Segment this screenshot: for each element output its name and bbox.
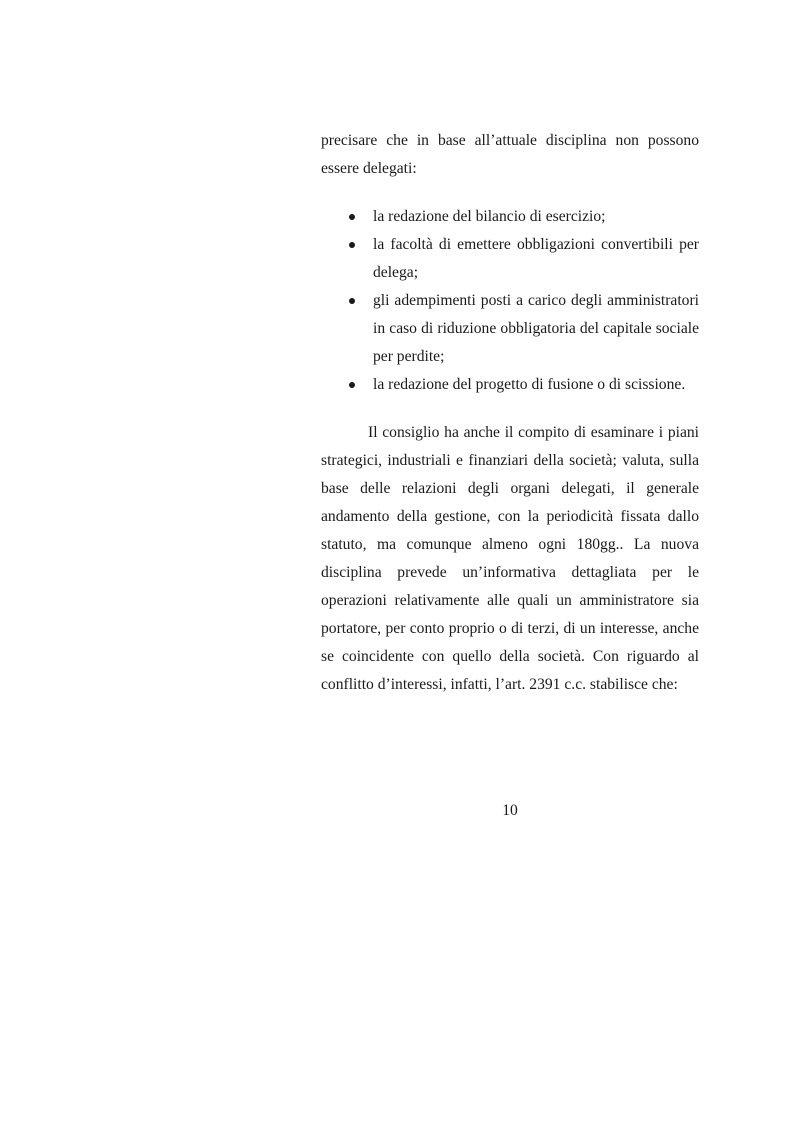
- bullet-item: [346, 371, 699, 399]
- bullet-text: la redazione del bilancio di esercizio;: [373, 208, 606, 225]
- body-paragraph: Il consiglio ha anche il compito di esaminare i piani strategici, industriali e finanziari della società; valuta, sulla base delle relazioni degli organi delegati, il generale andamento della gestione, con la periodicità fissata dallo statuto, ma comunque almeno ogni 180gg.. La nuova disciplina prevede un’informativa dettagliata per le operazioni relativamente alle quali un amministratore sia portatore, per conto proprio o di terzi, di un interesse, anche se coincidente con quello della società. Con riguardo al conflitto d’interessi, infatti, l’art. 2391 c.c. stabilisce che:: [321, 424, 699, 693]
- bullet-dot-icon: [349, 214, 355, 220]
- bullet-text: la redazione del progetto di fusione o di scissione.: [373, 376, 686, 393]
- bullet-dot-icon: [349, 298, 355, 304]
- bullet-text: la facoltà di emettere obbligazioni convertibili per delega;: [373, 236, 699, 281]
- bullet-item: [346, 231, 699, 287]
- bullet-item: [346, 287, 699, 371]
- bullet-dot-icon: [349, 382, 355, 388]
- page-number: 10: [502, 802, 518, 819]
- bullet-dot-icon: [349, 242, 355, 248]
- intro-paragraph: precisare che in base all’attuale disciplina non possono essere delegati:: [321, 132, 699, 177]
- bullet-list: [346, 203, 699, 399]
- bullet-item: [346, 203, 699, 231]
- bullet-text: gli adempimenti posti a carico degli amministratori in caso di riduzione obbligatoria del capitale sociale per perdite;: [373, 292, 699, 365]
